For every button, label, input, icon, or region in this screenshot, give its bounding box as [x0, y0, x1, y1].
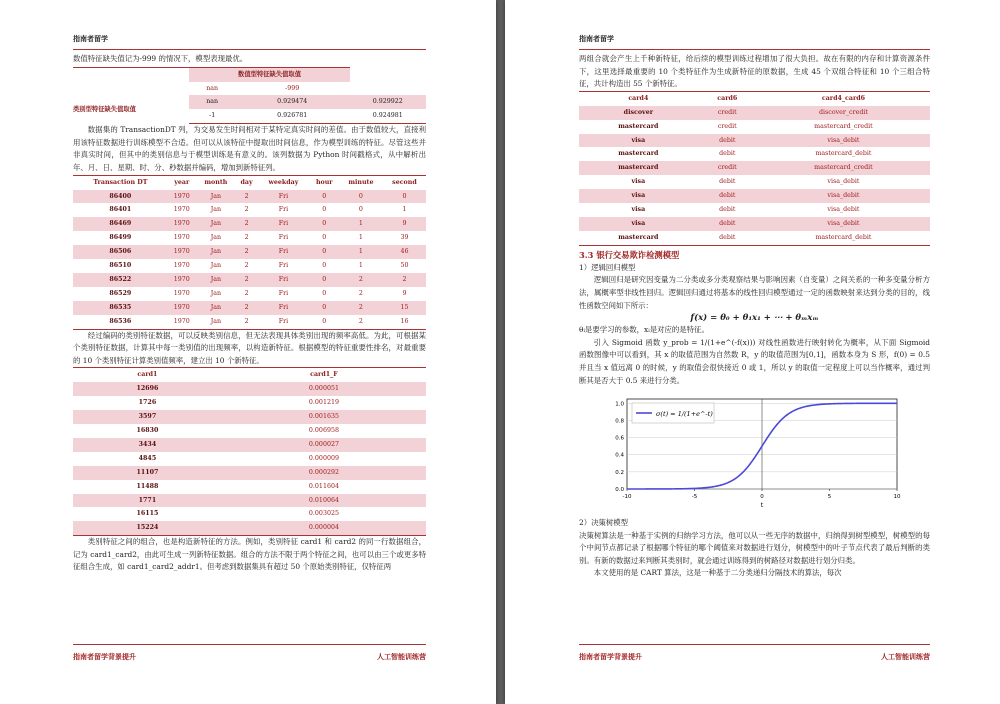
- card-table-row: [73, 480, 426, 494]
- dt-table-cell: 0: [322, 206, 327, 214]
- x-axis-label: t: [760, 501, 763, 510]
- card-table-cell: 3597: [73, 410, 222, 424]
- dt-table-row: [73, 301, 426, 315]
- dt-table-cell: 1: [339, 217, 383, 231]
- c46-table-row: [579, 217, 930, 231]
- c46-table-cell: debit: [719, 206, 736, 214]
- card-table-cell: 4845: [138, 454, 157, 462]
- dt-table-cell: 0: [310, 273, 339, 287]
- dt-table-cell: 0: [310, 217, 339, 231]
- card-table-cell: 0.003025: [308, 510, 339, 518]
- c46-table-row: [579, 231, 930, 245]
- sigmoid-chart: [607, 393, 903, 513]
- card-table-cell: 1771: [73, 494, 222, 508]
- footer-left: 指南者留学背景提升: [579, 652, 642, 661]
- dt-table-cell: 86529: [109, 289, 132, 297]
- dt-table-cell: 86522: [73, 273, 168, 287]
- dt-table-row: [73, 315, 426, 329]
- c46-table-cell: visa_debit: [757, 217, 930, 231]
- dt-table-cell: Jan: [196, 245, 236, 259]
- c46-table-row: [579, 189, 930, 203]
- linear-formula: f(x) = θ₀ + θ₁x₁ + ⋯ + θₘxₘ: [690, 313, 819, 324]
- dt-table-cell: Fri: [278, 262, 289, 270]
- dt-table-cell: 1970: [168, 190, 196, 204]
- c46-table-cell: mastercard: [579, 231, 698, 245]
- nan-col-header: nan: [206, 84, 219, 92]
- card-table-row: [73, 507, 426, 521]
- dt-table-cell: Fri: [257, 217, 309, 231]
- paragraph-logistic: 逻辑回归是研究因变量为二分类或多分类观察结果与影响因素（自变量）之间关系的一种多变量分析方法，属概率型非线性回归。逻辑回归通过将基本的线性回归模型通过一定的函数映射来达到分类的目的，线性函数空间如下所示：: [579, 275, 930, 310]
- page-header: 指南者留学: [73, 34, 108, 43]
- c46-table-cell: credit: [717, 122, 737, 130]
- dt-table-cell: 86506: [73, 245, 168, 259]
- dt-table-cell: 9: [383, 217, 426, 231]
- card-table-cell: 3434: [73, 438, 222, 452]
- subheading-logistic: 1）逻辑回归模型: [579, 262, 636, 272]
- card-table-cell: 0.000009: [308, 454, 339, 462]
- dt-table-cell: 1970: [168, 301, 196, 315]
- subheading-decision-tree: 2）决策树模型: [579, 518, 629, 528]
- footer-left: 指南者留学背景提升: [73, 652, 136, 661]
- dt-table-row: [73, 190, 426, 204]
- dt-table-cell: 2: [236, 315, 257, 329]
- dt-table-row: [73, 231, 426, 245]
- dt-table-cell: Jan: [196, 217, 236, 231]
- dt-table-cell: 1970: [173, 234, 190, 242]
- card-table-row: [73, 438, 426, 452]
- dt-table-row: [73, 273, 426, 287]
- paragraph-combination: 类别特征之间的组合，也是构造新特征的方法。例如，类别特征 card1 和 card2 的同一行数据组合，记为 card1_card2，由此可生成一列新特征数据。组合的方法不限于两个特征之间，也可以由三个或更多特征组合生成，如 card1_card2_addr1。但考虑到数据集具有超过 50 个原始类别特征，仅特征两: [73, 537, 426, 572]
- intro-text: 数值特征缺失值记为-999 的情况下，模型表现最优。: [73, 54, 248, 63]
- dt-table-cell: Jan: [210, 289, 222, 297]
- dt-table-row: [73, 217, 426, 231]
- dt-table-header: weekday: [257, 175, 309, 189]
- c46-table-header: card6: [698, 91, 757, 105]
- dt-table-cell: 2: [339, 315, 383, 329]
- dt-table-cell: 86510: [109, 262, 132, 270]
- card-table-cell: 0.000004: [222, 521, 426, 535]
- card-table-header: card1: [73, 368, 222, 382]
- x-tick-label: 0: [759, 494, 764, 501]
- c46-table-cell: discover: [579, 106, 698, 120]
- nan-cell: 0.924981: [350, 109, 426, 123]
- card-table-cell: 16830: [136, 426, 159, 434]
- dt-table-cell: Fri: [257, 301, 309, 315]
- paragraph-sigmoid: 引入 Sigmoid 函数 y_prob = 1/(1+e^(-f(x))) 对线性函数进行映射转化为概率，从下面 Sigmoid 函数图像中可以看到，其 x 的取值范围为自然数 R，y 的取值范围为[0,1]，函数本身为 S 形，f(0) = 0.5 并且当 x 值远离 0 的时候，y 的取值会很快接近 0 或 1，所以 y 的取值一定程度上可以当作概率，通过判断其是否大于 0.5 来进行分类。: [579, 337, 930, 385]
- nan-row-label: 类别型特征缺失值取值: [73, 105, 136, 113]
- c46-table-cell: mastercard: [618, 150, 659, 158]
- nan-cell: nan: [189, 95, 234, 109]
- dt-table-cell: 1: [339, 245, 383, 259]
- dt-table-cell: 2: [236, 301, 257, 315]
- c46-table-header: card4_card6: [757, 91, 930, 105]
- dt-table-cell: Jan: [196, 190, 236, 204]
- dt-table-cell: Jan: [196, 273, 236, 287]
- dt-table-cell: Jan: [210, 206, 222, 214]
- c46-table-row: [579, 161, 930, 175]
- dt-table-cell: 1: [358, 234, 363, 242]
- dt-table-header: year: [168, 175, 196, 189]
- footer-right: 人工智能训练营: [377, 652, 426, 661]
- dt-table-header: Transaction DT: [73, 175, 168, 189]
- dt-table-cell: 0: [339, 190, 383, 204]
- dt-table-cell: 2: [383, 273, 426, 287]
- card-table-cell: 0.001219: [308, 399, 339, 407]
- page-header: 指南者留学: [579, 34, 614, 43]
- dt-table-header: day: [236, 175, 257, 189]
- x-tick-label: 10: [893, 494, 900, 501]
- dt-table-cell: 86401: [109, 206, 132, 214]
- card-table-row: [73, 452, 426, 466]
- c46-table-cell: debit: [719, 150, 736, 158]
- transaction-dt-table: [73, 175, 426, 330]
- dt-table-cell: 2: [244, 234, 249, 242]
- paragraph-decision-tree: 决策树算法是一种基于实例的归纳学习方法，他可以从一些无序的数据中，归纳得到树型模型，树模型的每个中间节点都记录了根据哪个特征的哪个阈值来对数据进行划分，树模型中的叶子节点代表了最后判断的类别。有新的数据过来判断其类别时，就会通过训练得到的树路径对数据进行划分归类。: [579, 530, 930, 565]
- c46-table-cell: visa_debit: [757, 189, 930, 203]
- dt-table-cell: 2: [358, 289, 363, 297]
- footer-right: 人工智能训练营: [881, 652, 930, 661]
- dt-table-cell: 1: [402, 206, 407, 214]
- dt-table-cell: 1970: [168, 315, 196, 329]
- header-rule: [73, 49, 426, 50]
- dt-table-cell: 0: [310, 245, 339, 259]
- x-tick-label: -10: [622, 494, 631, 501]
- y-tick-label: 0.8: [614, 418, 624, 425]
- card1-frequency-table: [73, 367, 426, 536]
- dt-table-row: [73, 245, 426, 259]
- dt-table-cell: 0: [383, 190, 426, 204]
- y-tick-label: 0.2: [614, 469, 624, 476]
- paragraph-frequency: 经过编码的类别特征数据，可以反映类别信息，但无法表现具体类别出现的频率高低。为此，可根据某个类别特征数据，计算其中每一类别值的出现频率，以构造新特征。根据模型的特征重要性排名，对最重要的 10 个类别特征计算类别值频率，建立出 10 个新特征。: [73, 330, 426, 365]
- dt-table-row: [73, 203, 426, 217]
- card-table-cell: 15224: [73, 521, 222, 535]
- c46-table-cell: mastercard_credit: [814, 122, 873, 130]
- dt-table-cell: 1970: [168, 273, 196, 287]
- c46-table-row: [579, 134, 930, 148]
- dt-table-cell: 39: [400, 234, 409, 242]
- dt-table-cell: 2: [236, 273, 257, 287]
- c46-table-cell: mastercard: [618, 122, 659, 130]
- dt-table-cell: Fri: [257, 315, 309, 329]
- c46-table-cell: credit: [698, 161, 757, 175]
- c46-table-cell: visa_debit: [757, 134, 930, 148]
- dt-table-cell: Fri: [278, 206, 289, 214]
- y-tick-label: 0.0: [614, 487, 624, 494]
- dt-table-cell: 50: [400, 262, 409, 270]
- dt-table-cell: 1970: [173, 206, 190, 214]
- legend-label: σ(t) = 1/(1+e^-t): [655, 410, 713, 419]
- dt-table-cell: 0: [322, 289, 327, 297]
- c46-table-cell: visa: [631, 206, 646, 214]
- c46-table-cell: mastercard_debit: [757, 231, 930, 245]
- card4-card6-table: [579, 91, 930, 246]
- paragraph-params: θᵢ是要学习的参数，xᵢ是对应的是特征。: [579, 325, 709, 335]
- dt-table-cell: 2: [244, 206, 249, 214]
- y-tick-label: 0.4: [614, 452, 624, 459]
- nan-cell: 0.926781: [235, 109, 350, 123]
- c46-table-cell: debit: [698, 189, 757, 203]
- c46-table-header: card4: [579, 91, 698, 105]
- c46-table-cell: visa: [579, 134, 698, 148]
- dt-table-cell: Fri: [278, 234, 289, 242]
- card-table-row: [73, 466, 426, 480]
- c46-table-cell: debit: [698, 231, 757, 245]
- footer-rule: [73, 644, 426, 645]
- dt-table-cell: 1970: [168, 245, 196, 259]
- x-tick-label: -5: [691, 494, 697, 501]
- card-table-row: [73, 396, 426, 410]
- dt-table-cell: 86400: [73, 190, 168, 204]
- document-page-right: [505, 0, 1000, 704]
- c46-table-row: [579, 175, 930, 189]
- dt-table-header: month: [196, 175, 236, 189]
- c46-table-cell: mastercard_debit: [815, 150, 872, 158]
- paragraph-transactiondt: 数据集的 TransactionDT 列，为交易发生时间相对于某特定真实时间的差值。由于数值较大，直接利用该特征数据进行训练模型不合适。但可以从该特征中提取出时间信息，作为模型训练的特征。尽管这些并非真实时间，但其中的类别信息与于模型训练是有意义的。该列数据为 Python 时间戳格式，从中解析出年、月、日、星期、时、分、秒数据并编码，增加到新特征列。: [73, 125, 426, 172]
- document-page-left: [0, 0, 496, 704]
- dt-table-cell: 2: [339, 301, 383, 315]
- dt-table-cell: 0: [310, 315, 339, 329]
- dt-table-cell: 2: [236, 190, 257, 204]
- dt-table-header: second: [383, 175, 426, 189]
- c46-table-cell: visa_debit: [827, 206, 860, 214]
- card-table-cell: 11488: [136, 482, 159, 490]
- card-table-row: [73, 410, 426, 424]
- dt-table-cell: Jan: [210, 234, 222, 242]
- dt-table-cell: 0: [310, 301, 339, 315]
- card-table-cell: 0.001635: [222, 410, 426, 424]
- dt-table-cell: 0: [322, 234, 327, 242]
- c46-table-row: [579, 203, 930, 217]
- dt-table-cell: Fri: [257, 190, 309, 204]
- nan-cell: 0.929922: [350, 95, 426, 109]
- dt-table-cell: Jan: [196, 315, 236, 329]
- nan-cell: 0.929474: [235, 95, 350, 109]
- card-table-cell: 0.000051: [222, 382, 426, 396]
- card-table-row: [73, 521, 426, 535]
- dt-table-cell: Jan: [210, 262, 222, 270]
- paragraph-cart: 本文使用的是 CART 算法，这是一种基于二分类递归分隔技术的算法，每次: [593, 568, 842, 578]
- card-table-row: [73, 424, 426, 438]
- card-table-cell: 0.006958: [308, 426, 339, 434]
- card-table-row: [73, 382, 426, 396]
- dt-table-cell: 86469: [73, 217, 168, 231]
- paragraph-combination-cont: 两组合就会产生上千种新特征，给后续的模型训练过程增加了很大负担。故在有限的内存和计算资源条件下，这里选择最重要的 10 个类特征作为生成新特征的原数据，生成 45 个双组合特征和 10 个三组合特征，共计构造出 55 个新特征。: [579, 54, 930, 89]
- c46-table-cell: visa: [579, 217, 698, 231]
- dt-table-cell: 1970: [173, 289, 190, 297]
- y-tick-label: 1.0: [614, 401, 624, 408]
- card-table-cell: 0.000027: [222, 438, 426, 452]
- dt-table-cell: 1: [358, 262, 363, 270]
- card-table-cell: 0.011604: [308, 482, 339, 490]
- dt-table-cell: Fri: [257, 273, 309, 287]
- dt-table-cell: 2: [236, 217, 257, 231]
- footer-rule: [579, 644, 930, 645]
- nan-table-title: 数值型特征缺失值取值: [189, 67, 349, 81]
- c46-table-row: [579, 147, 930, 161]
- c46-table-cell: visa: [631, 178, 646, 186]
- dt-table-cell: Fri: [278, 289, 289, 297]
- dt-table-cell: 0: [322, 262, 327, 270]
- dt-table-header: hour: [310, 175, 339, 189]
- dt-table-cell: 9: [402, 289, 407, 297]
- dt-table-cell: 16: [383, 315, 426, 329]
- header-rule: [579, 49, 930, 50]
- dt-table-row: [73, 287, 426, 301]
- c46-table-cell: debit: [719, 178, 736, 186]
- dt-table-cell: 15: [383, 301, 426, 315]
- dt-table-cell: 2: [236, 245, 257, 259]
- card-table-cell: 1726: [138, 399, 157, 407]
- dt-table-cell: 1970: [173, 262, 190, 270]
- y-tick-label: 0.6: [614, 435, 624, 442]
- c46-table-cell: mastercard: [579, 161, 698, 175]
- dt-table-header: minute: [339, 175, 383, 189]
- dt-table-cell: 2: [244, 262, 249, 270]
- card-table-cell: 11107: [73, 466, 222, 480]
- dt-table-cell: 86535: [73, 301, 168, 315]
- dt-table-cell: 0: [310, 190, 339, 204]
- c46-table-row: [579, 106, 930, 120]
- dt-table-cell: 2: [244, 289, 249, 297]
- c46-table-cell: debit: [698, 217, 757, 231]
- c46-table-cell: discover_credit: [757, 106, 930, 120]
- card-table-cell: 16115: [136, 510, 159, 518]
- nan-cell: -1: [189, 109, 234, 123]
- nan-table: [73, 67, 426, 125]
- dt-table-cell: 1970: [168, 217, 196, 231]
- c46-table-row: [579, 120, 930, 134]
- card-table-cell: 0.010064: [222, 494, 426, 508]
- c46-table-cell: visa: [579, 189, 698, 203]
- dt-table-row: [73, 259, 426, 273]
- dt-table-cell: 46: [383, 245, 426, 259]
- x-tick-label: 5: [827, 494, 831, 501]
- card-table-cell: 12696: [73, 382, 222, 396]
- dt-table-cell: 86499: [109, 234, 132, 242]
- c46-table-cell: credit: [698, 106, 757, 120]
- dt-table-cell: 2: [339, 273, 383, 287]
- dt-table-cell: Fri: [257, 245, 309, 259]
- dt-table-cell: Jan: [196, 301, 236, 315]
- c46-table-cell: mastercard_credit: [757, 161, 930, 175]
- dt-table-cell: 86536: [73, 315, 168, 329]
- dt-table-cell: 0: [358, 206, 363, 214]
- c46-table-cell: visa_debit: [827, 178, 860, 186]
- card-table-header: card1_F: [222, 368, 426, 382]
- nan-col-header: -999: [285, 84, 300, 92]
- card-table-cell: 0.000292: [222, 466, 426, 480]
- c46-table-cell: debit: [698, 134, 757, 148]
- section-title: 3.3 银行交易欺诈检测模型: [579, 249, 680, 260]
- card-table-row: [73, 494, 426, 508]
- sigmoid-plot: [607, 393, 903, 513]
